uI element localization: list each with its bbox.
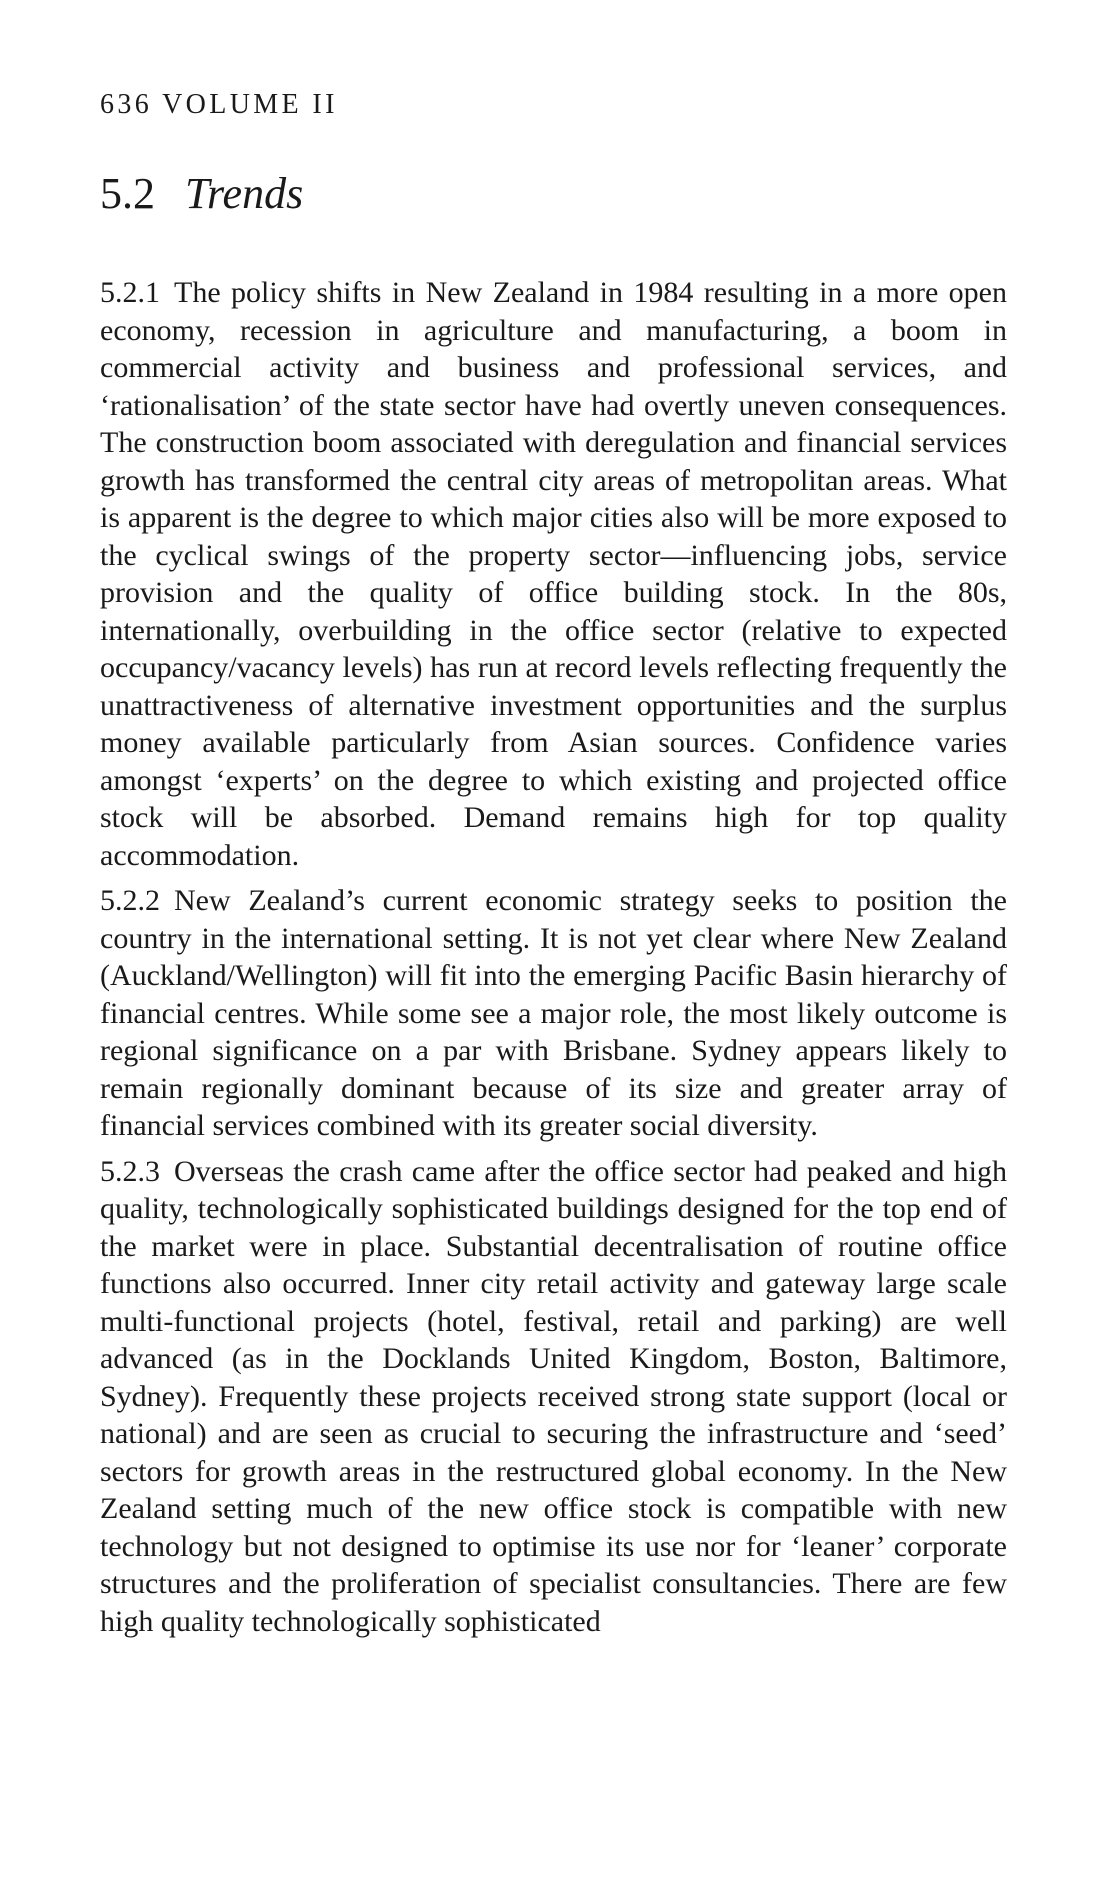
paragraph-5-2-1 [100,274,1007,874]
document-page [100,88,1007,1640]
section-number: 5.2 [100,169,155,218]
paragraph-text: Overseas the crash came after the office sector had peaked and high quality, technologically sophisticated buildings designed for the top end of the market were in place. Substantial decentralisation of routine office functions also occurred. Inner city retail activity and gateway large scale multi-functional projects (hotel, festival, retail and parking) are well advanced (as in the Docklands United Kingdom, Boston, Baltimore, Sydney). Frequently these projects received strong state support (local or national) and are seen as crucial to securing the infrastructure and ‘seed’ sectors for growth areas in the restructured global economy. In the New Zealand setting much of the new office stock is compatible with new technology but not designed to optimise its use nor for ‘leaner’ corporate structures and the proliferation of specialist consultancies. There are few high quality technologically sophisticated [100,1154,1007,1638]
paragraph-5-2-2 [100,882,1007,1145]
paragraph-number: 5.2.2 [100,884,160,917]
section-title: Trends [185,169,304,218]
paragraph-number: 5.2.3 [100,1154,160,1188]
volume-label: VOLUME II [162,89,338,120]
section-heading [100,168,1007,220]
running-head [100,88,1007,122]
page-number: 636 [100,89,153,120]
paragraph-text: New Zealand’s current economic strategy seeks to position the country in the international setting. It is not yet clear where New Zealand (Auckland/Wellington) will fit into the emerging Pacific Basin hierarchy of financial centres. While some see a major role, the most likely outcome is regional significance on a par with Brisbane. Sydney appears likely to remain regionally dominant because of its size and greater array of financial services combined with its greater social diversity. [100,884,1007,1142]
paragraph-number: 5.2.1 [100,276,160,309]
paragraph-text: The policy shifts in New Zealand in 1984 resulting in a more open economy, recession in agriculture and manufacturing, a boom in commercial activity and business and professional services, and ‘rationalisation’ of the state sector have had overtly uneven consequences. The construction boom associated with deregulation and financial services growth has transformed the central city areas of metropolitan areas. What is apparent is the degree to which major cities also will be more exposed to the cyclical swings of the property sector—influencing jobs, service provision and the quality of office building stock. In the 80s, internationally, overbuilding in the office sector (relative to expected occupancy/vacancy levels) has run at record levels reflecting frequently the unattractiveness of alternative investment opportunities and the surplus money available particularly from Asian sources. Confidence varies amongst ‘experts’ on the degree to which existing and projected office stock will be absorbed. Demand remains high for top quality accommodation. [100,276,1007,872]
paragraph-5-2-3 [100,1153,1007,1641]
